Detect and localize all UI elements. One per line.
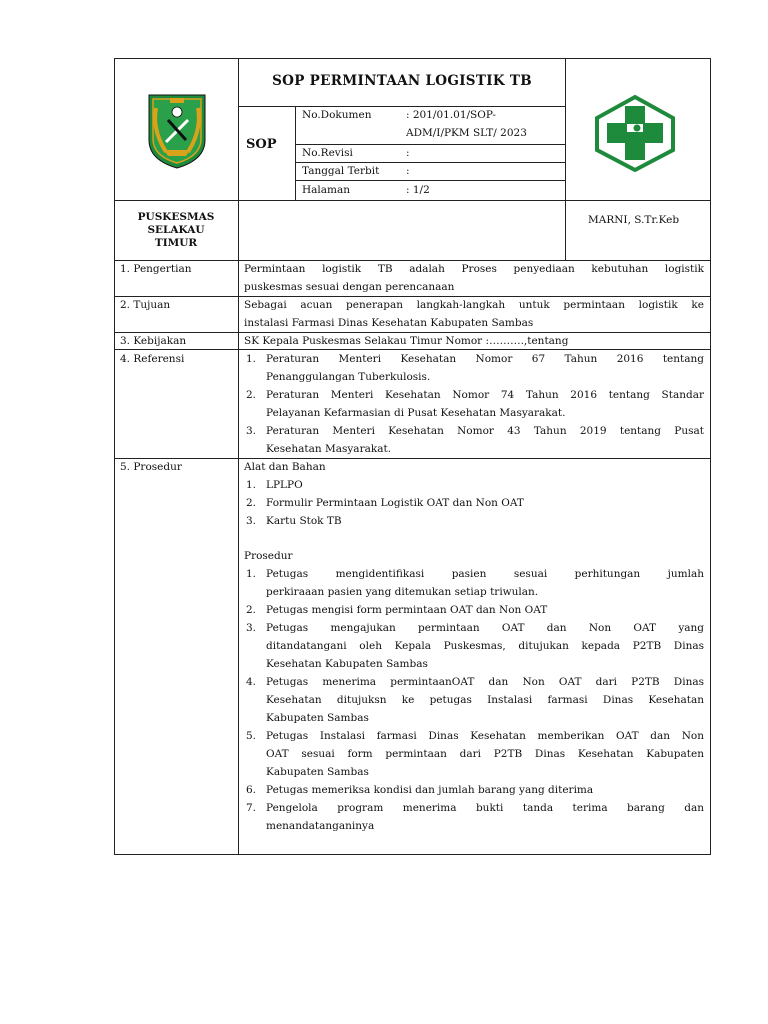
step-3-line-3: Kesehatan Kabupaten Sambas: [266, 658, 428, 670]
org-name-line-2: SELAKAU: [147, 224, 205, 236]
signatory-name: MARNI, S.Tr.Keb: [588, 214, 680, 226]
step-num-1: 1.: [246, 568, 257, 580]
referensi-1-line-2: Penanggulangan Tuberkulosis.: [266, 371, 431, 383]
kebijakan-line-1: SK Kepala Puskesmas Selakau Timur Nomor :……….,tentang: [244, 335, 569, 347]
referensi-num-2: 2.: [246, 389, 257, 401]
field-value-no-revisi: :: [406, 147, 410, 159]
alat-item-3: Kartu Stok TB: [266, 515, 342, 527]
section-label-referensi: 4. Referensi: [120, 353, 185, 365]
org-name-line-1: PUSKESMAS: [137, 211, 215, 223]
step-6-line-1: Petugas memeriksa kondisi dan jumlah barang yang diterima: [266, 784, 594, 796]
step-num-4: 4.: [246, 676, 257, 688]
field-label-no-revisi: No.Revisi: [302, 147, 353, 159]
step-num-5: 5.: [246, 730, 257, 742]
pengertian-line-1: Permintaan logistik TB adalah Proses penyediaan kebutuhan logistik: [244, 263, 704, 275]
tujuan-line-1: Sebagai acuan penerapan langkah-langkah untuk permintaan logistik ke: [244, 299, 704, 311]
alat-num-3: 3.: [246, 515, 257, 527]
field-value-no-dokumen-2: ADM/I/PKM SLT/ 2023: [406, 127, 527, 139]
referensi-num-1: 1.: [246, 353, 257, 365]
referensi-1-line-1: Peraturan Menteri Kesehatan Nomor 67 Tahun 2016 tentang: [266, 353, 704, 365]
referensi-3-line-1: Peraturan Menteri Kesehatan Nomor 43 Tahun 2019 tentang Pusat: [266, 425, 704, 437]
referensi-num-3: 3.: [246, 425, 257, 437]
org-name-line-3: TIMUR: [154, 237, 198, 249]
section-label-pengertian: 1. Pengertian: [120, 263, 192, 275]
tujuan-line-2: instalasi Farmasi Dinas Kesehatan Kabupaten Sambas: [244, 317, 534, 329]
alat-item-1: LPLPO: [266, 479, 303, 491]
step-5-line-3: Kabupaten Sambas: [266, 766, 369, 778]
step-4-line-1: Petugas menerima permintaanOAT dan Non OAT dari P2TB Dinas: [266, 676, 704, 688]
step-4-line-2: Kesehatan ditujuksn ke petugas Instalasi farmasi Dinas Kesehatan: [266, 694, 704, 706]
field-value-tanggal-terbit: :: [406, 165, 410, 177]
step-num-7: 7.: [246, 802, 257, 814]
step-1-line-1: Petugas mengidentifikasi pasien sesuai perhitungan jumlah: [266, 568, 704, 580]
field-value-no-dokumen-1: : 201/01.01/SOP-: [406, 109, 496, 121]
alat-heading: Alat dan Bahan: [244, 461, 326, 473]
alat-num-1: 1.: [246, 479, 257, 491]
step-4-line-3: Kabupaten Sambas: [266, 712, 369, 724]
document-title: SOP PERMINTAAN LOGISTIK TB: [272, 73, 532, 89]
regency-emblem-logo: [144, 90, 210, 170]
section-label-prosedur: 5. Prosedur: [120, 461, 182, 473]
step-3-line-1: Petugas mengajukan permintaan OAT dan Non OAT yang: [266, 622, 704, 634]
section-label-tujuan: 2. Tujuan: [120, 299, 171, 311]
referensi-2-line-1: Peraturan Menteri Kesehatan Nomor 74 Tahun 2016 tentang Standar: [266, 389, 704, 401]
puskesmas-logo: [593, 94, 677, 172]
field-value-halaman: : 1/2: [406, 184, 430, 196]
field-label-tanggal-terbit: Tanggal Terbit: [302, 165, 380, 177]
step-2-line-1: Petugas mengisi form permintaan OAT dan Non OAT: [266, 604, 548, 616]
step-num-6: 6.: [246, 784, 257, 796]
step-5-line-1: Petugas Instalasi farmasi Dinas Kesehatan memberikan OAT dan Non: [266, 730, 704, 742]
referensi-3-line-2: Kesehatan Masyarakat.: [266, 443, 392, 455]
pengertian-line-2: puskesmas sesuai dengan perencanaan: [244, 281, 455, 293]
field-label-no-dokumen: No.Dokumen: [302, 109, 372, 121]
step-1-line-2: perkiraaan pasien yang ditemukan setiap triwulan.: [266, 586, 539, 598]
field-label-halaman: Halaman: [302, 184, 351, 196]
step-7-line-2: menandatanganinya: [266, 820, 375, 832]
step-7-line-1: Pengelola program menerima bukti tanda terima barang dan: [266, 802, 704, 814]
section-label-kebijakan: 3. Kebijakan: [120, 335, 187, 347]
step-3-line-2: ditandatangani oleh Kepala Puskesmas, ditujukan kepada P2TB Dinas: [266, 640, 704, 652]
alat-item-2: Formulir Permintaan Logistik OAT dan Non OAT: [266, 497, 524, 509]
step-5-line-2: OAT sesuai form permintaan dari P2TB Dinas Kesehatan Kabupaten: [266, 748, 704, 760]
step-num-3: 3.: [246, 622, 257, 634]
step-num-2: 2.: [246, 604, 257, 616]
referensi-2-line-2: Pelayanan Kefarmasian di Pusat Kesehatan Masyarakat.: [266, 407, 566, 419]
sop-label: SOP: [246, 137, 277, 152]
prosedur-heading: Prosedur: [244, 550, 293, 562]
alat-num-2: 2.: [246, 497, 257, 509]
